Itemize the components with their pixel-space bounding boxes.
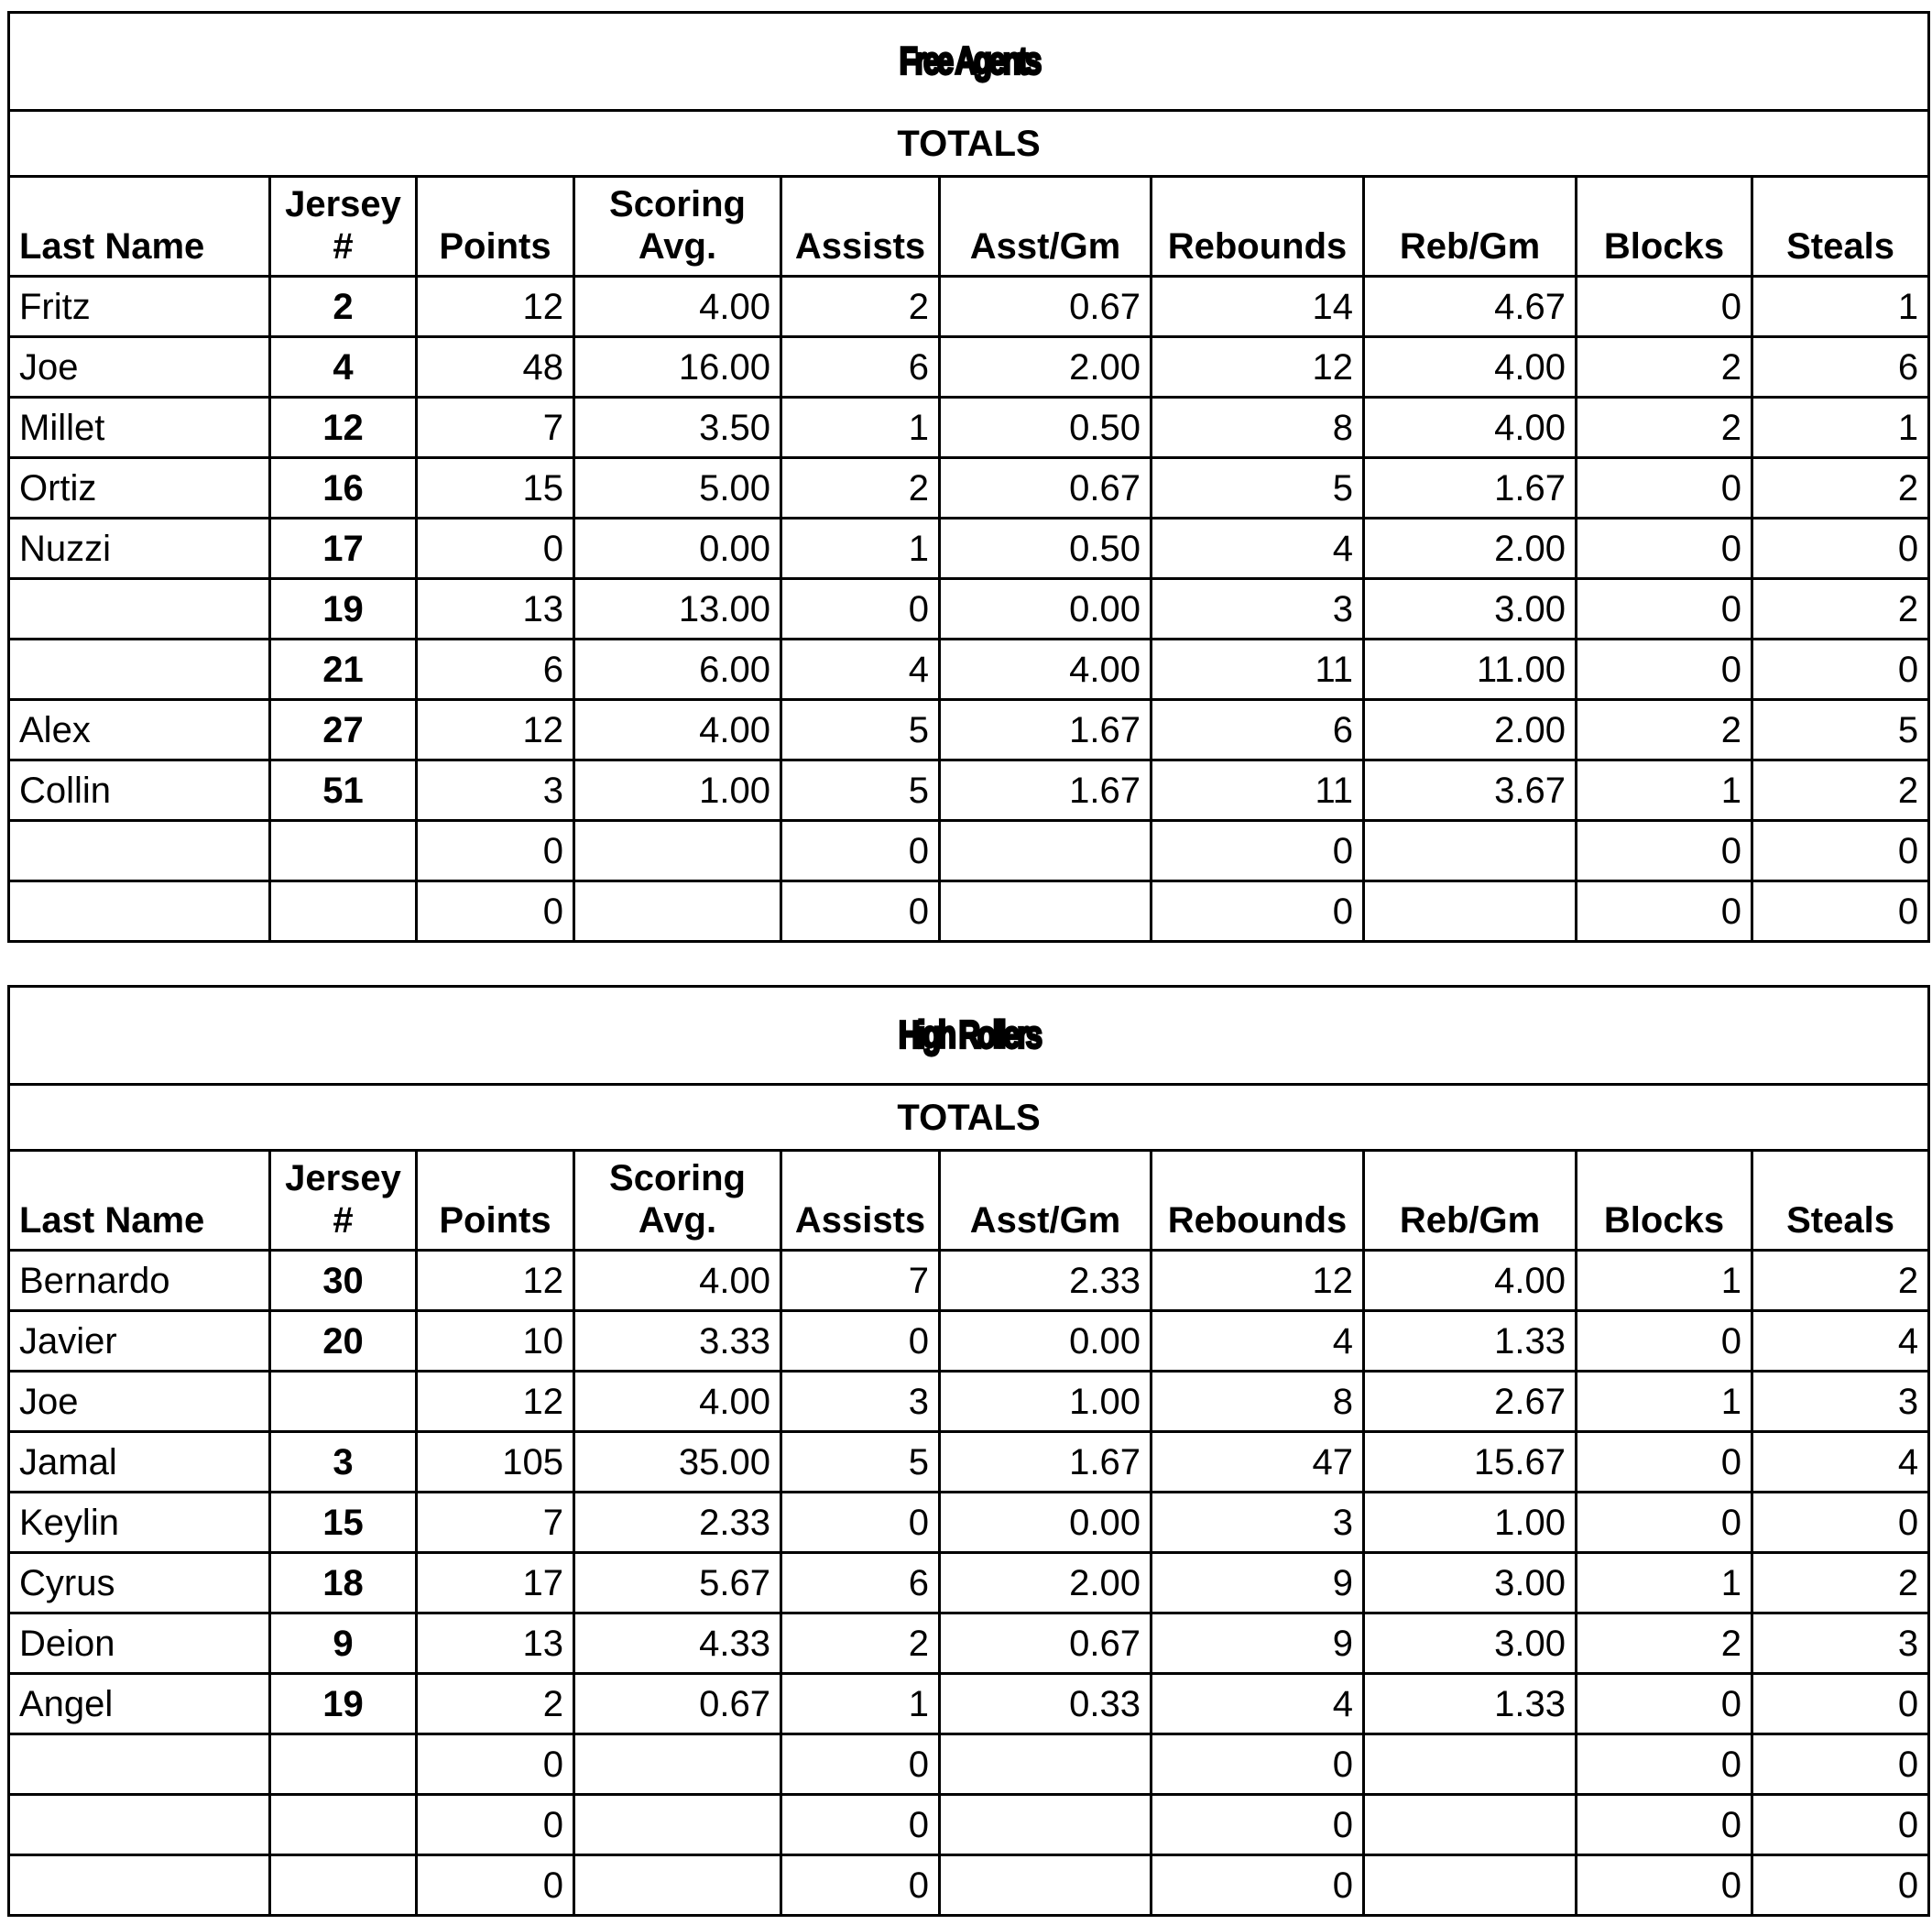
cell-steals: 2 — [1752, 458, 1929, 519]
table-row — [9, 700, 1929, 760]
cell-reb-per-game: 3.00 — [1364, 1613, 1577, 1674]
cell-asst-per-game: 0.00 — [940, 1493, 1152, 1553]
cell-steals: 3 — [1752, 1613, 1929, 1674]
cell-asst-per-game: 2.00 — [940, 337, 1152, 398]
cell-steals: 2 — [1752, 1553, 1929, 1613]
cell-last-name: Fritz — [9, 277, 270, 337]
table-row — [9, 579, 1929, 640]
cell-assists: 0 — [781, 1311, 940, 1372]
cell-reb-per-game: 3.67 — [1364, 760, 1577, 821]
column-header-line: Avg. — [638, 1200, 717, 1241]
cell-asst-per-game: 0.50 — [940, 519, 1152, 579]
cell-assists: 1 — [781, 519, 940, 579]
column-header-line: Points — [439, 226, 551, 267]
free-agents-table — [7, 11, 1930, 943]
team-table-body — [9, 13, 1929, 942]
cell-scoring-avg — [574, 881, 781, 942]
column-header-last-name — [9, 1151, 270, 1251]
cell-reb-per-game: 11.00 — [1364, 640, 1577, 700]
cell-rebounds: 9 — [1152, 1613, 1364, 1674]
cell-scoring-avg: 4.00 — [574, 1372, 781, 1432]
cell-last-name — [9, 1855, 270, 1916]
column-header-blocks — [1577, 1151, 1752, 1251]
cell-reb-per-game: 3.00 — [1364, 1553, 1577, 1613]
cell-reb-per-game: 1.67 — [1364, 458, 1577, 519]
table-row — [9, 821, 1929, 881]
cell-jersey: 18 — [270, 1553, 417, 1613]
cell-asst-per-game: 1.67 — [940, 700, 1152, 760]
cell-asst-per-game: 2.33 — [940, 1251, 1152, 1311]
cell-asst-per-game: 0.00 — [940, 1311, 1152, 1372]
cell-jersey — [270, 1372, 417, 1432]
table-row — [9, 1553, 1929, 1613]
column-header-jersey — [270, 177, 417, 277]
cell-asst-per-game: 1.00 — [940, 1372, 1152, 1432]
cell-rebounds: 11 — [1152, 760, 1364, 821]
column-header-rebounds — [1152, 177, 1364, 277]
cell-points: 3 — [417, 760, 574, 821]
cell-rebounds: 3 — [1152, 579, 1364, 640]
column-header-points — [417, 1151, 574, 1251]
cell-scoring-avg: 6.00 — [574, 640, 781, 700]
cell-scoring-avg: 0.67 — [574, 1674, 781, 1734]
cell-asst-per-game: 0.00 — [940, 579, 1152, 640]
cell-points: 13 — [417, 579, 574, 640]
column-header-line: Asst/Gm — [969, 226, 1121, 267]
cell-steals: 4 — [1752, 1432, 1929, 1493]
cell-steals: 5 — [1752, 700, 1929, 760]
cell-points: 12 — [417, 700, 574, 760]
cell-rebounds: 3 — [1152, 1493, 1364, 1553]
team-title-text: High Rollers — [898, 1013, 1040, 1057]
cell-scoring-avg: 0.00 — [574, 519, 781, 579]
column-header-assists — [781, 177, 940, 277]
cell-blocks: 2 — [1577, 1613, 1752, 1674]
column-header-jersey — [270, 1151, 417, 1251]
cell-reb-per-game — [1364, 1855, 1577, 1916]
column-header-asst-per-game — [940, 1151, 1152, 1251]
cell-points: 48 — [417, 337, 574, 398]
column-header-assists — [781, 1151, 940, 1251]
cell-assists: 2 — [781, 277, 940, 337]
cell-jersey — [270, 1795, 417, 1855]
cell-rebounds: 0 — [1152, 1795, 1364, 1855]
column-header-line: Rebounds — [1167, 226, 1348, 267]
cell-blocks: 0 — [1577, 1311, 1752, 1372]
cell-last-name: Collin — [9, 760, 270, 821]
cell-jersey: 19 — [270, 579, 417, 640]
cell-reb-per-game: 4.00 — [1364, 337, 1577, 398]
column-header-line: Blocks — [1603, 1200, 1725, 1241]
column-header-line: Reb/Gm — [1399, 1200, 1541, 1241]
cell-assists: 3 — [781, 1372, 940, 1432]
table-row — [9, 1432, 1929, 1493]
cell-jersey: 19 — [270, 1674, 417, 1734]
cell-steals: 2 — [1752, 760, 1929, 821]
cell-rebounds: 0 — [1152, 1855, 1364, 1916]
cell-steals: 0 — [1752, 881, 1929, 942]
cell-asst-per-game: 0.67 — [940, 277, 1152, 337]
cell-scoring-avg — [574, 821, 781, 881]
cell-asst-per-game — [940, 1734, 1152, 1795]
cell-rebounds: 9 — [1152, 1553, 1364, 1613]
table-row — [9, 1855, 1929, 1916]
cell-last-name: Keylin — [9, 1493, 270, 1553]
column-header-reb-per-game — [1364, 177, 1577, 277]
cell-assists: 7 — [781, 1251, 940, 1311]
cell-points: 10 — [417, 1311, 574, 1372]
cell-scoring-avg: 5.00 — [574, 458, 781, 519]
cell-rebounds: 8 — [1152, 1372, 1364, 1432]
cell-reb-per-game: 4.67 — [1364, 277, 1577, 337]
table-row — [9, 458, 1929, 519]
cell-scoring-avg: 4.33 — [574, 1613, 781, 1674]
cell-last-name: Deion — [9, 1613, 270, 1674]
cell-reb-per-game: 1.00 — [1364, 1493, 1577, 1553]
cell-steals: 3 — [1752, 1372, 1929, 1432]
cell-jersey: 51 — [270, 760, 417, 821]
cell-last-name: Ortiz — [9, 458, 270, 519]
cell-last-name — [9, 579, 270, 640]
cell-jersey: 3 — [270, 1432, 417, 1493]
cell-blocks: 1 — [1577, 1553, 1752, 1613]
cell-jersey — [270, 821, 417, 881]
cell-asst-per-game: 2.00 — [940, 1553, 1152, 1613]
cell-reb-per-game: 2.00 — [1364, 519, 1577, 579]
high-rollers-table — [7, 985, 1930, 1917]
cell-jersey — [270, 881, 417, 942]
cell-reb-per-game: 15.67 — [1364, 1432, 1577, 1493]
column-header-line: Scoring — [609, 184, 746, 224]
totals-label: TOTALS — [9, 1085, 1929, 1151]
cell-assists: 6 — [781, 337, 940, 398]
cell-points: 0 — [417, 519, 574, 579]
cell-assists: 2 — [781, 1613, 940, 1674]
table-row — [9, 1251, 1929, 1311]
cell-asst-per-game: 0.50 — [940, 398, 1152, 458]
cell-scoring-avg: 13.00 — [574, 579, 781, 640]
column-header-line: Points — [439, 1200, 551, 1241]
cell-jersey: 27 — [270, 700, 417, 760]
column-header-line: Scoring — [609, 1158, 746, 1198]
table-row — [9, 640, 1929, 700]
cell-scoring-avg: 3.33 — [574, 1311, 781, 1372]
column-header-reb-per-game — [1364, 1151, 1577, 1251]
cell-rebounds: 4 — [1152, 519, 1364, 579]
cell-jersey: 12 — [270, 398, 417, 458]
cell-last-name: Bernardo — [9, 1251, 270, 1311]
cell-rebounds: 5 — [1152, 458, 1364, 519]
column-header-line: Jersey — [285, 1158, 401, 1198]
cell-rebounds: 0 — [1152, 881, 1364, 942]
cell-points: 12 — [417, 277, 574, 337]
team-title — [9, 987, 1929, 1085]
column-header-line: Steals — [1786, 226, 1894, 267]
column-header-line: Rebounds — [1167, 1200, 1348, 1241]
cell-rebounds: 11 — [1152, 640, 1364, 700]
table-row — [9, 277, 1929, 337]
cell-last-name: Alex — [9, 700, 270, 760]
table-row — [9, 760, 1929, 821]
cell-points: 0 — [417, 1855, 574, 1916]
cell-reb-per-game — [1364, 821, 1577, 881]
cell-reb-per-game: 4.00 — [1364, 1251, 1577, 1311]
cell-rebounds: 47 — [1152, 1432, 1364, 1493]
cell-blocks: 0 — [1577, 881, 1752, 942]
cell-points: 0 — [417, 1795, 574, 1855]
column-header-line: Last Name — [19, 1200, 205, 1241]
team-title — [9, 13, 1929, 111]
cell-points: 17 — [417, 1553, 574, 1613]
cell-jersey: 4 — [270, 337, 417, 398]
cell-points: 0 — [417, 881, 574, 942]
cell-points: 7 — [417, 398, 574, 458]
cell-steals: 0 — [1752, 1734, 1929, 1795]
column-header-line: # — [333, 226, 354, 267]
cell-steals: 6 — [1752, 337, 1929, 398]
cell-scoring-avg: 4.00 — [574, 700, 781, 760]
column-header-line: Asst/Gm — [969, 1200, 1121, 1241]
cell-steals: 2 — [1752, 579, 1929, 640]
cell-rebounds: 0 — [1152, 821, 1364, 881]
cell-blocks: 0 — [1577, 1734, 1752, 1795]
cell-asst-per-game: 1.67 — [940, 760, 1152, 821]
cell-rebounds: 14 — [1152, 277, 1364, 337]
cell-jersey: 21 — [270, 640, 417, 700]
cell-reb-per-game: 2.67 — [1364, 1372, 1577, 1432]
cell-asst-per-game — [940, 1855, 1152, 1916]
column-header-asst-per-game — [940, 177, 1152, 277]
cell-scoring-avg — [574, 1795, 781, 1855]
cell-assists: 1 — [781, 1674, 940, 1734]
cell-last-name — [9, 640, 270, 700]
cell-assists: 1 — [781, 398, 940, 458]
cell-blocks: 0 — [1577, 1493, 1752, 1553]
cell-blocks: 0 — [1577, 1674, 1752, 1734]
cell-points: 7 — [417, 1493, 574, 1553]
cell-rebounds: 4 — [1152, 1674, 1364, 1734]
table-row — [9, 337, 1929, 398]
column-header-steals — [1752, 177, 1929, 277]
table-row — [9, 1613, 1929, 1674]
cell-last-name — [9, 821, 270, 881]
cell-asst-per-game: 4.00 — [940, 640, 1152, 700]
cell-jersey — [270, 1855, 417, 1916]
table-row — [9, 398, 1929, 458]
cell-assists: 0 — [781, 1734, 940, 1795]
cell-steals: 0 — [1752, 640, 1929, 700]
cell-blocks: 0 — [1577, 1795, 1752, 1855]
cell-assists: 6 — [781, 1553, 940, 1613]
cell-rebounds: 12 — [1152, 337, 1364, 398]
cell-asst-per-game — [940, 881, 1152, 942]
cell-jersey: 9 — [270, 1613, 417, 1674]
cell-rebounds: 6 — [1152, 700, 1364, 760]
column-header-line: Steals — [1786, 1200, 1894, 1241]
cell-rebounds: 4 — [1152, 1311, 1364, 1372]
cell-reb-per-game — [1364, 1734, 1577, 1795]
cell-blocks: 0 — [1577, 640, 1752, 700]
cell-reb-per-game: 3.00 — [1364, 579, 1577, 640]
table-row — [9, 1674, 1929, 1734]
cell-steals: 0 — [1752, 1674, 1929, 1734]
cell-points: 15 — [417, 458, 574, 519]
column-header-steals — [1752, 1151, 1929, 1251]
column-header-last-name — [9, 177, 270, 277]
column-header-scoring-avg — [574, 177, 781, 277]
column-header-row — [9, 177, 1929, 277]
cell-reb-per-game: 2.00 — [1364, 700, 1577, 760]
cell-blocks: 1 — [1577, 1251, 1752, 1311]
cell-points: 0 — [417, 821, 574, 881]
cell-jersey — [270, 1734, 417, 1795]
cell-blocks: 2 — [1577, 398, 1752, 458]
cell-blocks: 2 — [1577, 337, 1752, 398]
cell-blocks: 2 — [1577, 700, 1752, 760]
table-row — [9, 519, 1929, 579]
team-table-body — [9, 987, 1929, 1916]
cell-steals: 2 — [1752, 1251, 1929, 1311]
cell-blocks: 1 — [1577, 760, 1752, 821]
table-row — [9, 1311, 1929, 1372]
column-header-line: Reb/Gm — [1399, 226, 1541, 267]
cell-blocks: 0 — [1577, 1432, 1752, 1493]
cell-jersey: 17 — [270, 519, 417, 579]
column-header-line: Avg. — [638, 226, 717, 267]
column-header-line: Jersey — [285, 184, 401, 224]
cell-scoring-avg: 5.67 — [574, 1553, 781, 1613]
cell-steals: 4 — [1752, 1311, 1929, 1372]
cell-assists: 0 — [781, 1855, 940, 1916]
column-header-rebounds — [1152, 1151, 1364, 1251]
cell-asst-per-game: 0.33 — [940, 1674, 1152, 1734]
cell-points: 2 — [417, 1674, 574, 1734]
cell-last-name: Angel — [9, 1674, 270, 1734]
cell-jersey: 30 — [270, 1251, 417, 1311]
cell-assists: 0 — [781, 821, 940, 881]
cell-blocks: 1 — [1577, 1372, 1752, 1432]
cell-asst-per-game: 0.67 — [940, 458, 1152, 519]
column-header-line: # — [333, 1200, 354, 1241]
cell-asst-per-game — [940, 821, 1152, 881]
cell-assists: 4 — [781, 640, 940, 700]
cell-last-name: Jamal — [9, 1432, 270, 1493]
cell-points: 0 — [417, 1734, 574, 1795]
cell-last-name: Cyrus — [9, 1553, 270, 1613]
cell-steals: 1 — [1752, 277, 1929, 337]
cell-assists: 2 — [781, 458, 940, 519]
cell-scoring-avg: 1.00 — [574, 760, 781, 821]
cell-scoring-avg: 16.00 — [574, 337, 781, 398]
cell-asst-per-game: 0.67 — [940, 1613, 1152, 1674]
cell-scoring-avg — [574, 1734, 781, 1795]
column-header-line: Assists — [794, 1200, 926, 1241]
cell-asst-per-game — [940, 1795, 1152, 1855]
cell-last-name — [9, 1734, 270, 1795]
cell-assists: 0 — [781, 881, 940, 942]
cell-rebounds: 0 — [1152, 1734, 1364, 1795]
column-header-row — [9, 1151, 1929, 1251]
cell-points: 12 — [417, 1251, 574, 1311]
cell-scoring-avg: 2.33 — [574, 1493, 781, 1553]
cell-reb-per-game: 1.33 — [1364, 1311, 1577, 1372]
cell-blocks: 0 — [1577, 579, 1752, 640]
cell-scoring-avg: 4.00 — [574, 277, 781, 337]
cell-scoring-avg — [574, 1855, 781, 1916]
column-header-line: Last Name — [19, 226, 205, 267]
cell-last-name: Javier — [9, 1311, 270, 1372]
cell-jersey: 2 — [270, 277, 417, 337]
column-header-points — [417, 177, 574, 277]
cell-last-name — [9, 1795, 270, 1855]
cell-blocks: 0 — [1577, 821, 1752, 881]
cell-scoring-avg: 4.00 — [574, 1251, 781, 1311]
cell-assists: 0 — [781, 579, 940, 640]
cell-assists: 5 — [781, 700, 940, 760]
cell-steals: 0 — [1752, 821, 1929, 881]
cell-points: 105 — [417, 1432, 574, 1493]
cell-blocks: 0 — [1577, 1855, 1752, 1916]
cell-points: 12 — [417, 1372, 574, 1432]
cell-steals: 0 — [1752, 519, 1929, 579]
cell-steals: 1 — [1752, 398, 1929, 458]
table-row — [9, 1795, 1929, 1855]
column-header-blocks — [1577, 177, 1752, 277]
cell-reb-per-game: 1.33 — [1364, 1674, 1577, 1734]
cell-steals: 0 — [1752, 1855, 1929, 1916]
column-header-scoring-avg — [574, 1151, 781, 1251]
cell-jersey: 16 — [270, 458, 417, 519]
cell-reb-per-game: 4.00 — [1364, 398, 1577, 458]
cell-last-name: Nuzzi — [9, 519, 270, 579]
table-row — [9, 1372, 1929, 1432]
cell-assists: 0 — [781, 1493, 940, 1553]
cell-assists: 0 — [781, 1795, 940, 1855]
column-header-line: Assists — [794, 226, 926, 267]
team-title-text: Free Agents — [899, 39, 1039, 83]
cell-steals: 0 — [1752, 1795, 1929, 1855]
table-row — [9, 1493, 1929, 1553]
cell-blocks: 0 — [1577, 519, 1752, 579]
cell-steals: 0 — [1752, 1493, 1929, 1553]
cell-assists: 5 — [781, 760, 940, 821]
cell-assists: 5 — [781, 1432, 940, 1493]
totals-label: TOTALS — [9, 111, 1929, 177]
cell-last-name: Joe — [9, 1372, 270, 1432]
cell-asst-per-game: 1.67 — [940, 1432, 1152, 1493]
cell-last-name: Joe — [9, 337, 270, 398]
cell-scoring-avg: 3.50 — [574, 398, 781, 458]
cell-blocks: 0 — [1577, 458, 1752, 519]
cell-last-name — [9, 881, 270, 942]
cell-scoring-avg: 35.00 — [574, 1432, 781, 1493]
table-row — [9, 881, 1929, 942]
cell-rebounds: 8 — [1152, 398, 1364, 458]
cell-last-name: Millet — [9, 398, 270, 458]
cell-reb-per-game — [1364, 1795, 1577, 1855]
cell-rebounds: 12 — [1152, 1251, 1364, 1311]
cell-jersey: 20 — [270, 1311, 417, 1372]
cell-jersey: 15 — [270, 1493, 417, 1553]
cell-reb-per-game — [1364, 881, 1577, 942]
cell-points: 13 — [417, 1613, 574, 1674]
cell-points: 6 — [417, 640, 574, 700]
cell-blocks: 0 — [1577, 277, 1752, 337]
table-row — [9, 1734, 1929, 1795]
column-header-line: Blocks — [1603, 226, 1725, 267]
